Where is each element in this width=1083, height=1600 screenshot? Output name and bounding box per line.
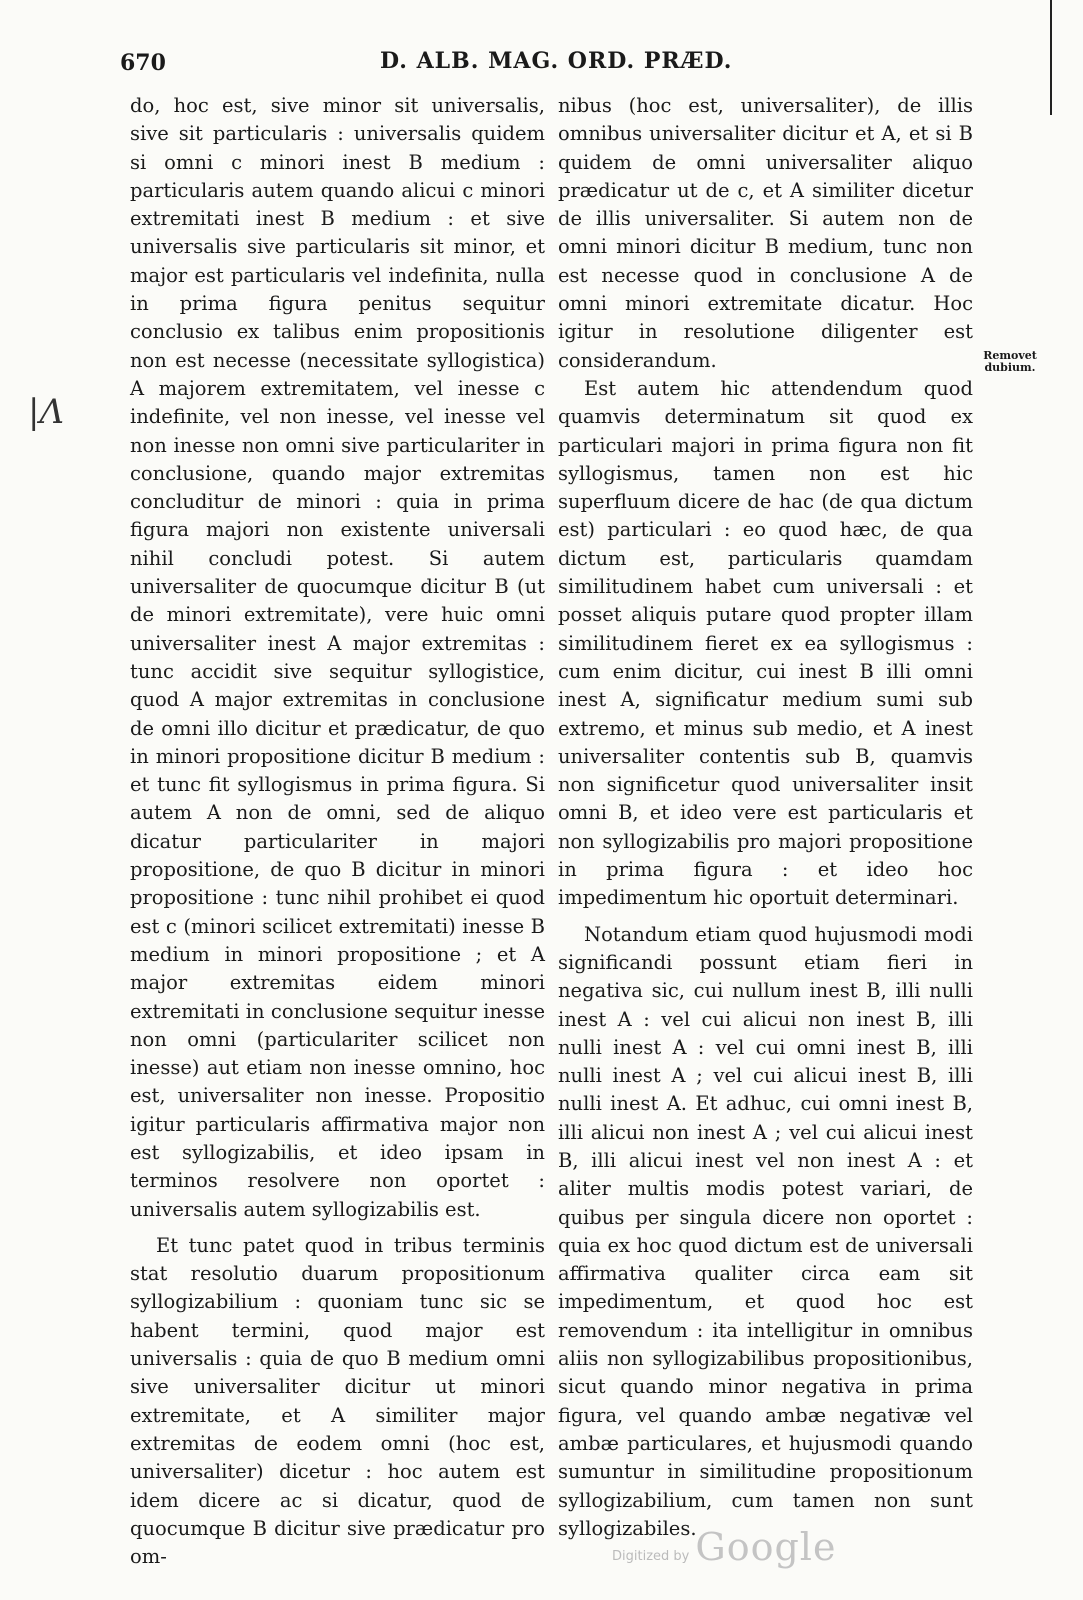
margin-scribble: |Λ [28, 392, 65, 432]
page-number: 670 [120, 50, 166, 76]
marginal-note: Removet dubium. [983, 349, 1037, 374]
google-logo: Google [695, 1525, 837, 1569]
right-paragraph-3: Notandum etiam quod hujusmodi modi significandi possunt etiam fieri in negativa sic, cui nullum inest B, illi nulli inest A : vel cui alicui non inest B, illi nulli inest A : vel cui omni inest B, illi nulli inest A ; vel cui alicui inest B, illi nulli inest A. Et adhuc, cui omni inest B, illi alicui non inest A ; vel cui alicui inest B, illi alicui inest vel non inest A : et aliter multis modis potest variari, de quibus per singula dicere non oportet : quia ex hoc quod dictum est de universali affirmativa qualiter circa eam sit impedimentum, et quod hoc est removendum : ita intelligitur in omnibus aliis non syllogizabilibus propositionibus, sicut quando minor negativa in prima figura, vel quando ambæ negativæ vel ambæ particulares, et hujusmodi quando sumuntur in similitudine propositionum syllogizabilium, cum tamen non sunt syllogizabiles. [558, 922, 973, 1540]
right-paragraph-1: nibus (hoc est, universaliter), de illis omnibus universaliter dicitur et A, et si B quidem de omni universaliter aliquo prædicatur ut de c, et A similiter dicetur de illis universaliter. Si autem non de omni minori dicitur B medium, tunc non est necesse quod in conclusione A de omni minori extremitate dicatur. Hoc igitur in resolutione diligenter est considerandum. [558, 94, 973, 372]
left-column [130, 92, 545, 1571]
running-head: D. ALB. MAG. ORD. PRÆD. [380, 48, 733, 74]
digitized-footer [612, 1525, 836, 1569]
left-paragraph-2: Et tunc patet quod in tribus terminis stat resolutio duarum propositionum syllogizabilium : quoniam tunc sic se habent termini, quod major est universalis : quia de quo B medium omni sive universaliter dicitur ut minori extremitate, et A similiter major extremitas de eodem omni (hoc est, universaliter) dicetur : hoc autem est idem dicere ac si dicatur, quod de quocumque B dicitur sive prædicatur pro om- [130, 1233, 545, 1569]
right-column [558, 92, 973, 1543]
page-edge-line [1050, 0, 1052, 115]
left-paragraph-1: do, hoc est, sive minor sit universalis, sive sit particularis : universalis quidem si omni c minori inest B medium : particularis autem quando alicui c minori extremitati inest B medium : et sive universalis sive particularis sit minor, et major est particularis vel indefinita, nulla in prima figura penitus sequitur conclusio ex talibus enim propositionis non est necesse (necessitate syllogistica) A majorem extremitatem, vel inesse c indefinite, vel non inesse, vel inesse vel non inesse non omni sive particulariter in conclusione, quando major extremitas concluditur de minori : quia in prima figura majori non existente universali nihil concludi potest. Si autem universaliter de quocumque dicitur B (ut de minori extremitate), vere huic omni universaliter inest A major extremitas : tunc accidit sive sequitur syllogistice, quod A major extremitas in conclusione de omni illo dicitur et prædicatur, de quo in minori propositione dicitur B medium : et tunc fit syllogismus in prima figura. Si autem A non de omni, sed de aliquo dicatur particulariter in majori propositione, de quo B dicitur in minori propositione : tunc nihil prohibet ei quod est c (minori scilicet extremitati) inesse B medium in minori propositione ; et A major extremitas eidem minori extremitati in conclusione sequitur inesse non omni (particulariter scilicet non inesse) aut etiam non inesse omnino, hoc est, universaliter non inesse. Propositio igitur particularis affirmativa major non est syllogizabilis, et ideo ipsam in terminos resolvere non oportet : universalis autem syllogizabilis est. [130, 94, 545, 1221]
right-paragraph-2: Est autem hic attendendum quod quamvis determinatum sit quod ex particulari majori in prima figura non fit syllogismus, tamen non est hic superfluum dicere de hac (de qua dictum est) particulari : eo quod hæc, de qua dictum est, particularis quamdam similitudinem habet cum universali : et posset aliquis putare quod propter illam similitudinem fieret ex ea syllogismus : cum enim dicitur, cui inest B illi omni inest A, significatur medium sumi sub extremo, et minus sub medio, et A inest universaliter contentis sub B, quamvis non significetur quod universaliter insit omni B, et ideo vere est particularis et non syllogizabilis pro majori propositione in prima figura : et ideo hoc impedimentum hic oportuit determinari. [558, 376, 973, 910]
digitized-label: Digitized by [612, 1549, 690, 1564]
